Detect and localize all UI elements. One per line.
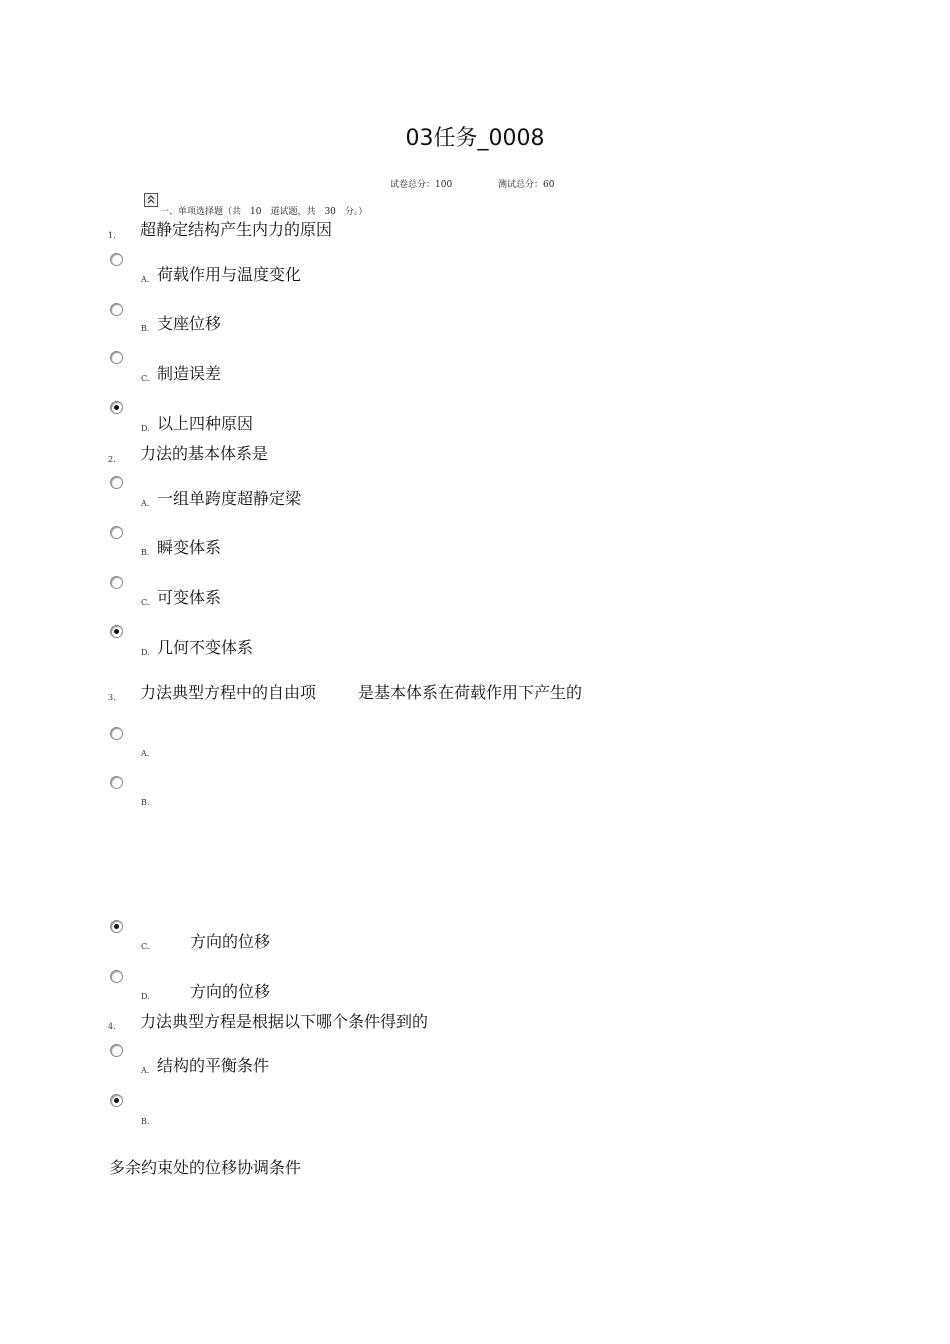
option-radio[interactable] [110, 576, 123, 589]
option-radio-selected[interactable] [110, 625, 123, 638]
option-letter: B. [141, 324, 150, 333]
question-text: 是基本体系在荷载作用下产生的 [358, 683, 583, 702]
option-letter: B. [141, 548, 150, 557]
option-radio[interactable] [110, 970, 123, 983]
question-number: 1. [108, 231, 116, 240]
section-heading: 一、单项选择题（共 10 道试题，共 30 分。） [160, 207, 368, 217]
option-radio[interactable] [110, 727, 123, 740]
total-score: 试卷总分：100 [390, 180, 453, 190]
option-letter: A. [141, 499, 150, 508]
option-text: 多余约束处的位移协调条件 [109, 1158, 302, 1177]
collapse-section-icon[interactable] [144, 193, 158, 207]
option-text: 几何不变体系 [157, 638, 254, 657]
option-radio-selected[interactable] [110, 920, 123, 933]
option-text: 瞬变体系 [157, 538, 222, 557]
question-number: 3. [108, 693, 116, 702]
question-number: 4. [108, 1022, 116, 1031]
option-text: 以上四种原因 [157, 414, 254, 433]
option-text: 方向的位移 [190, 932, 271, 951]
option-letter: D. [141, 424, 150, 433]
option-radio[interactable] [110, 1044, 123, 1057]
option-text: 荷载作用与温度变化 [157, 265, 302, 284]
question-text: 力法典型方程是根据以下哪个条件得到的 [140, 1012, 429, 1031]
option-radio-selected[interactable] [110, 401, 123, 414]
option-text: 制造误差 [157, 364, 222, 383]
option-letter: C. [141, 942, 150, 951]
option-letter: B. [141, 798, 150, 807]
page-title: 03任务_0008 [405, 126, 545, 151]
option-text: 方向的位移 [190, 982, 271, 1001]
option-radio[interactable] [110, 526, 123, 539]
option-radio[interactable] [110, 351, 123, 364]
option-radio[interactable] [110, 253, 123, 266]
question-number: 2. [108, 455, 116, 464]
option-letter: A. [141, 749, 150, 758]
option-letter: C. [141, 598, 150, 607]
option-text: 一组单跨度超静定梁 [157, 489, 302, 508]
option-radio[interactable] [110, 303, 123, 316]
question-text: 力法的基本体系是 [140, 444, 269, 463]
option-letter: A. [141, 275, 150, 284]
question-text: 超静定结构产生内力的原因 [140, 220, 333, 239]
option-radio-selected[interactable] [110, 1094, 123, 1107]
option-letter: D. [141, 992, 150, 1001]
option-letter: B. [141, 1117, 150, 1126]
option-radio[interactable] [110, 476, 123, 489]
option-letter: C. [141, 374, 150, 383]
test-score: 测试总分：60 [498, 180, 555, 190]
option-letter: D. [141, 648, 150, 657]
option-letter: A. [141, 1066, 150, 1075]
question-text: 力法典型方程中的自由项 [140, 683, 317, 702]
option-text: 支座位移 [157, 314, 222, 333]
option-text: 结构的平衡条件 [157, 1056, 270, 1075]
option-text: 可变体系 [157, 588, 222, 607]
option-radio[interactable] [110, 776, 123, 789]
